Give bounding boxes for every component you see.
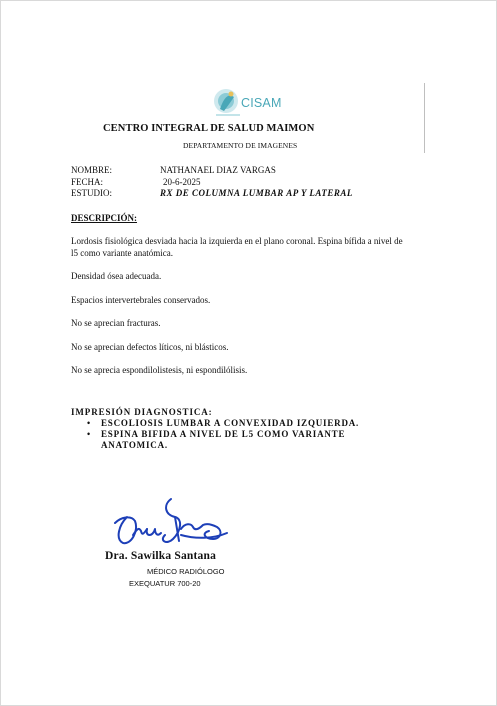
study-value: RX DE COLUMNA LUMBAR AP Y LATERAL (160, 188, 353, 198)
signature-name: Dra. Sawilka Santana (105, 550, 217, 562)
patient-name-row (71, 165, 353, 177)
signature-title: MÉDICO RADIÓLOGO (147, 567, 225, 576)
header-divider (424, 83, 425, 153)
description-title: DESCRIPCIÓN: (71, 213, 138, 223)
impression-item-text: ESPINA BIFIDA A NIVEL DE L5 COMO VARIANTE ANATOMICA. (101, 429, 346, 450)
department-name: DEPARTAMENTO DE IMAGENES (183, 141, 298, 150)
finding-text: Espacios intervertebrales conservados. (71, 294, 211, 305)
date-value: 20-6-2025 (163, 176, 201, 187)
finding-text: No se aprecia espondilolistesis, ni espondilólisis. (71, 365, 248, 375)
date-row (71, 177, 353, 189)
bullet-icon: • (87, 418, 91, 428)
name-label: NOMBRE: (71, 165, 113, 175)
finding-text: No se aprecian defectos líticos, ni blásticos. (71, 341, 229, 352)
study-row (71, 188, 353, 200)
finding-text: No se aprecian fracturas. (71, 318, 161, 328)
impression-item-text: ESCOLIOSIS LUMBAR A CONVEXIDAD IZQUIERDA. (101, 418, 360, 428)
impression-title: IMPRESIÓN DIAGNOSTICA: (71, 407, 213, 417)
bullet-icon: • (87, 429, 91, 439)
findings-list (71, 236, 411, 389)
date-label: FECHA: (71, 176, 104, 187)
patient-info (71, 165, 353, 200)
study-label: ESTUDIO: (71, 188, 112, 198)
finding-text: Densidad ósea adecuada. (71, 271, 162, 281)
handwritten-signature-icon (109, 495, 231, 555)
name-value: NATHANAEL DIAZ VARGAS (160, 165, 276, 175)
finding-text: Lordosis fisiológica desviada hacia la izquierda en el plano coronal. Espina bífida a nivel de l5 como variante anatómica. (71, 236, 403, 258)
impression-item (87, 429, 387, 451)
signature-exequatur: EXEQUATUR 700-20 (129, 579, 201, 588)
organization-name: CENTRO INTEGRAL DE SALUD MAIMON (103, 123, 315, 134)
logo-text: CISAM (241, 96, 282, 110)
impression-list (87, 418, 387, 451)
impression-item (87, 418, 387, 429)
